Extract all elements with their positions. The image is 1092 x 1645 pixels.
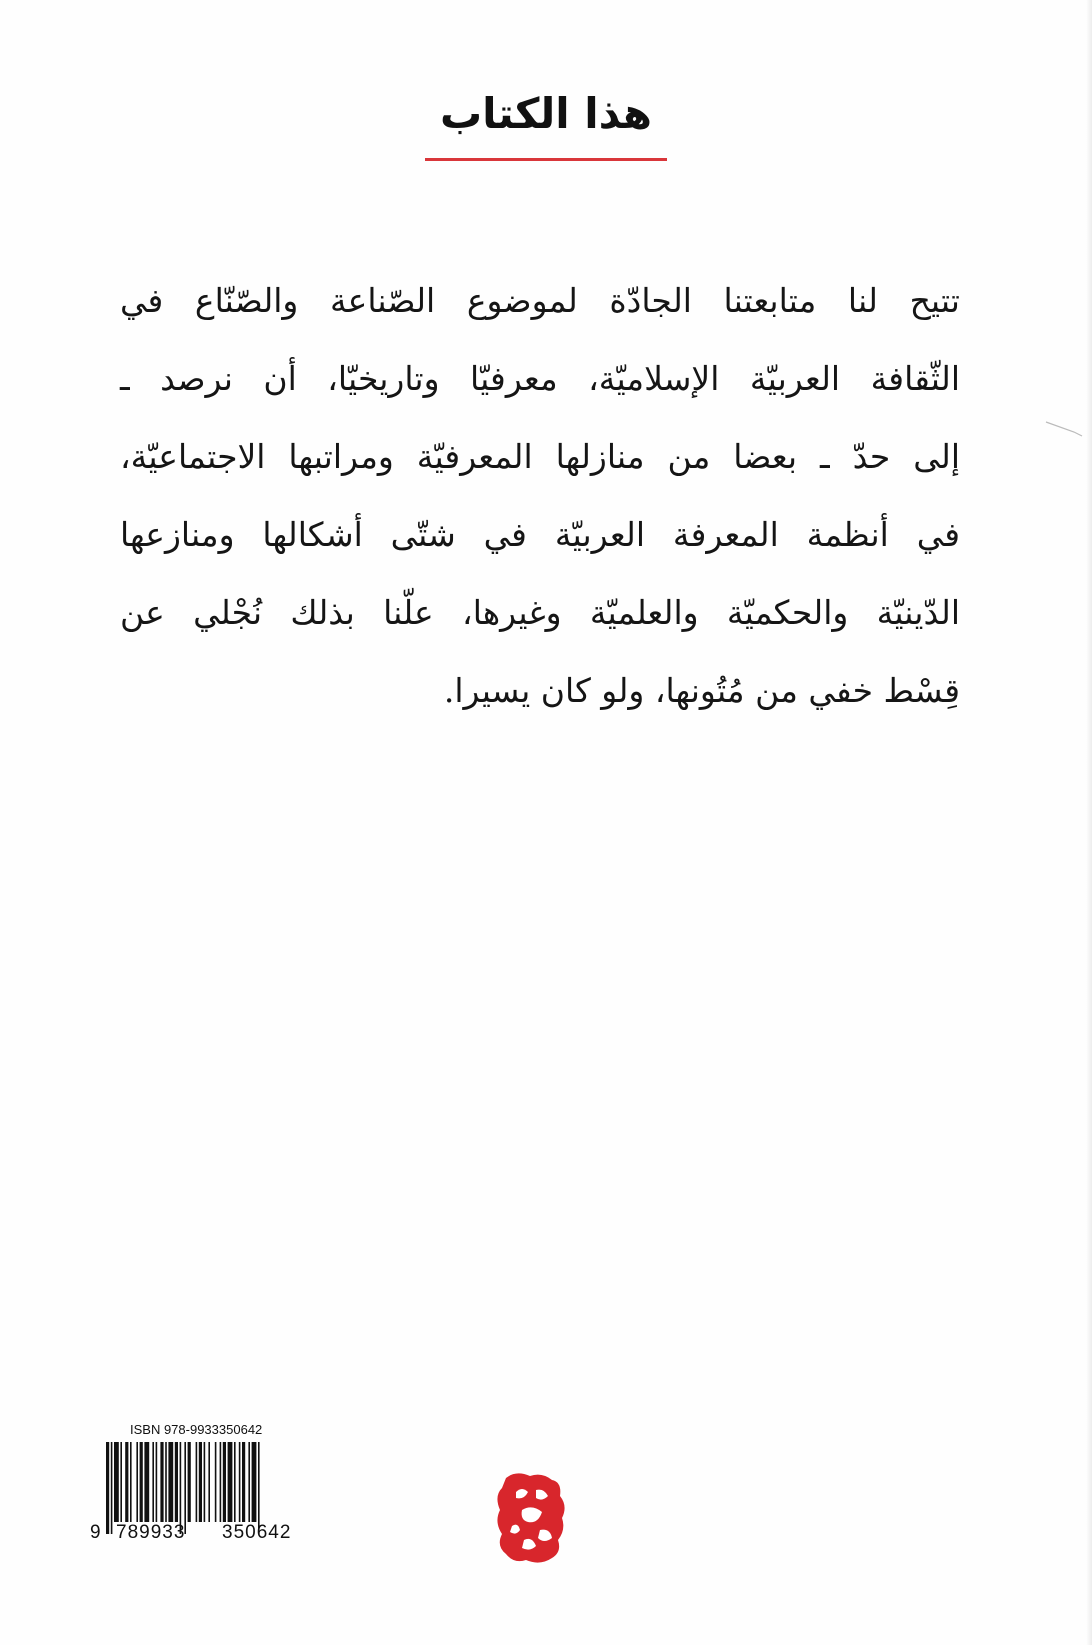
barcode-bar xyxy=(248,1442,250,1522)
barcode-bars xyxy=(106,1442,316,1534)
barcode-bar xyxy=(152,1442,154,1522)
barcode-bar xyxy=(196,1442,198,1522)
barcode-bar xyxy=(160,1442,163,1522)
title-underline xyxy=(425,158,667,161)
barcode-bar xyxy=(215,1442,217,1522)
barcode-bar xyxy=(252,1442,257,1522)
barcode-bar xyxy=(223,1442,226,1522)
barcode-bar xyxy=(111,1442,113,1534)
blurb-line: تتيح لنا متابعتنا الجادّة لموضوع الصّناعة والصّنّاع في xyxy=(120,281,960,320)
barcode-bar xyxy=(130,1442,132,1522)
barcode-bar xyxy=(184,1442,186,1534)
blurb-line: إلى حدّ ـ بعضا من منازلها المعرفيّة ومراتبها الاجتماعيّة، xyxy=(120,437,960,476)
barcode-bar xyxy=(144,1442,149,1522)
barcode-bar xyxy=(180,1442,182,1534)
barcode-bar xyxy=(168,1442,173,1522)
barcode-bar xyxy=(175,1442,178,1522)
barcode-bar xyxy=(228,1442,233,1522)
cover-title: هذا الكتاب xyxy=(439,89,653,138)
barcode-left-digits: 789933 xyxy=(116,1522,186,1543)
blurb-text xyxy=(120,262,960,730)
barcode-bar xyxy=(156,1442,158,1522)
barcode-bar xyxy=(136,1442,138,1522)
barcode-bar xyxy=(114,1442,119,1522)
blurb-line: قِسْط خفي من مُتُونها، ولو كان يسيرا. xyxy=(443,671,960,710)
barcode-bar xyxy=(199,1442,202,1522)
barcode-bar xyxy=(140,1442,143,1522)
blurb-line: الدّينيّة والحكميّة والعلميّة وغيرها، علّنا بذلك نُجْلي عن xyxy=(120,593,960,632)
barcode-bar xyxy=(234,1442,236,1522)
blurb-line: الثّقافة العربيّة الإسلاميّة، معرفيّا وتاريخيّا، أن نرصد ـ xyxy=(120,359,960,398)
barcode-digits xyxy=(90,1522,330,1544)
barcode-bar xyxy=(220,1442,222,1522)
barcode-bar xyxy=(258,1442,260,1534)
page-edge xyxy=(1086,0,1092,1645)
barcode-bar xyxy=(188,1442,191,1522)
barcode-lead-digit: 9 xyxy=(90,1522,101,1543)
barcode-right-digits: 350642 xyxy=(222,1522,292,1543)
barcode-bar xyxy=(120,1442,122,1522)
edge-scratch-mark xyxy=(1044,420,1084,438)
barcode-bar xyxy=(106,1442,109,1534)
barcode-bar xyxy=(208,1442,210,1522)
isbn-label: ISBN 978-9933350642 xyxy=(130,1422,263,1437)
barcode-bar xyxy=(204,1442,206,1522)
isbn-barcode xyxy=(90,1422,330,1552)
barcode-bar xyxy=(239,1442,241,1522)
blurb-line: في أنظمة المعرفة العربيّة في شتّى أشكالها ومنازعها xyxy=(120,515,960,554)
barcode-bar xyxy=(125,1442,128,1522)
barcode-bar xyxy=(242,1442,245,1522)
barcode-bar xyxy=(165,1442,167,1522)
publisher-logo-icon xyxy=(492,1470,570,1566)
